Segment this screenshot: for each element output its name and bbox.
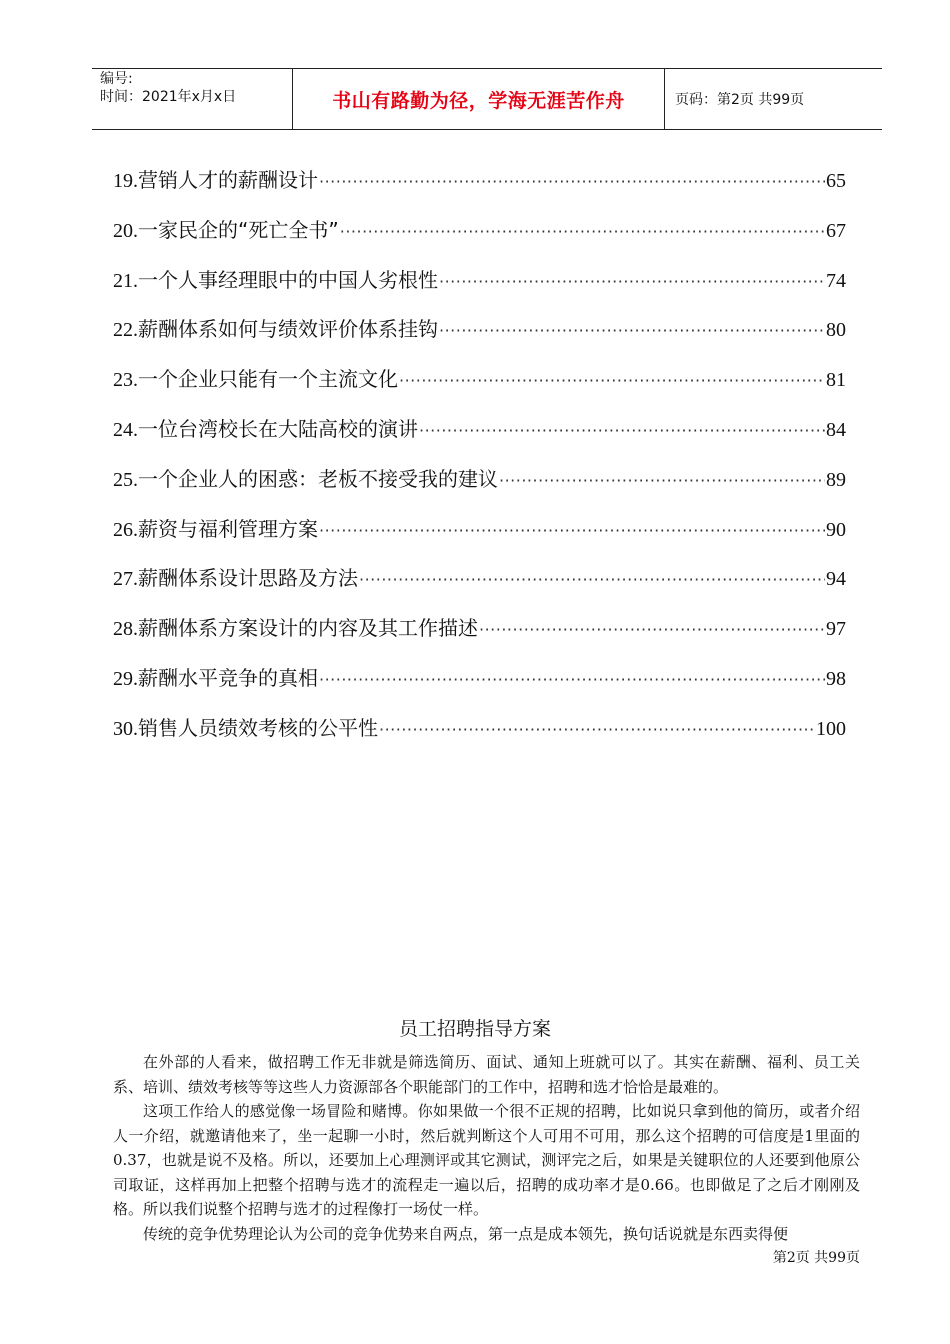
- toc-entry-page: 98: [826, 667, 846, 690]
- toc-entry-number: 25.: [113, 468, 138, 491]
- header-info-cell: [92, 69, 293, 129]
- article-body: [113, 1050, 860, 1246]
- toc-entry[interactable]: [113, 215, 846, 265]
- table-of-contents: [113, 165, 846, 763]
- toc-entry[interactable]: [113, 563, 846, 613]
- toc-dot-leader: [359, 565, 825, 595]
- toc-entry[interactable]: [113, 514, 846, 564]
- toc-entry-title: 一位台湾校长在大陆高校的演讲: [138, 416, 418, 441]
- toc-entry-title: 一个企业人的困惑：老板不接受我的建议: [138, 466, 498, 491]
- article-title: 员工招聘指导方案: [398, 1018, 551, 1040]
- page-footer: 第2页 共99页: [772, 1250, 860, 1266]
- toc-entry-title: 营销人才的薪酬设计: [138, 168, 318, 192]
- toc-dot-leader: [340, 217, 825, 247]
- toc-entry-number: 27.: [113, 568, 138, 591]
- header-page-code: 页码：第2页 共99页: [675, 92, 805, 108]
- toc-entry-title: 薪资与福利管理方案: [138, 516, 318, 541]
- toc-entry[interactable]: [113, 364, 846, 414]
- toc-entry-number: 28.: [113, 618, 138, 641]
- toc-entry-page: 67: [826, 219, 846, 242]
- toc-dot-leader: [479, 615, 825, 645]
- toc-entry-number: 26.: [113, 518, 138, 541]
- toc-entry-number: 19.: [113, 170, 138, 192]
- toc-entry-page: 65: [826, 170, 846, 192]
- toc-entry-title: 一个人事经理眼中的中国人劣根性: [138, 267, 438, 292]
- toc-entry-page: 84: [826, 418, 846, 441]
- document-time: 时间：2021年x月x日: [100, 89, 237, 105]
- toc-dot-leader: [439, 267, 825, 297]
- toc-entry-title: 一家民企的“死亡全书”: [138, 217, 339, 242]
- toc-entry-number: 20.: [113, 219, 138, 242]
- toc-dot-leader: [399, 366, 825, 396]
- toc-entry-page: 80: [826, 319, 846, 342]
- toc-dot-leader: [499, 466, 825, 496]
- toc-entry-number: 24.: [113, 418, 138, 441]
- toc-entry-number: 21.: [113, 269, 138, 292]
- toc-entry-title: 薪酬体系如何与绩效评价体系挂钩: [138, 317, 438, 342]
- toc-entry-number: 30.: [113, 717, 138, 740]
- toc-dot-leader: [379, 715, 815, 745]
- toc-entry-page: 81: [826, 369, 846, 392]
- toc-entry[interactable]: [113, 314, 846, 364]
- toc-entry[interactable]: [113, 464, 846, 514]
- page-header: [92, 68, 882, 130]
- toc-dot-leader: [319, 516, 825, 546]
- article-paragraph: 传统的竞争优势理论认为公司的竞争优势来自两点，第一点是成本领先，换句话说就是东西卖得便: [143, 1224, 789, 1243]
- toc-entry-number: 22.: [113, 319, 138, 342]
- toc-entry-title: 薪酬体系方案设计的内容及其工作描述: [138, 616, 478, 641]
- toc-entry[interactable]: [113, 265, 846, 315]
- toc-entry-title: 销售人员绩效考核的公平性: [138, 715, 378, 740]
- toc-entry-title: 薪酬水平竞争的真相: [138, 665, 318, 690]
- toc-entry[interactable]: [113, 713, 846, 763]
- document-number-label: 编号:: [100, 71, 133, 87]
- toc-entry-number: 29.: [113, 667, 138, 690]
- article-paragraph: 在外部的人看来，做招聘工作无非就是筛选简历、面试、通知上班就可以了。其实在薪酬、福利、员工关系、培训、绩效考核等等这些人力资源部各个职能部门的工作中，招聘和选才恰恰是最难的。: [113, 1053, 860, 1096]
- toc-entry-page: 100: [816, 717, 846, 740]
- toc-entry-title: 薪酬体系设计思路及方法: [138, 566, 358, 591]
- header-motto: 书山有路勤为径，学海无涯苦作舟: [332, 89, 625, 112]
- toc-entry-page: 90: [826, 518, 846, 541]
- toc-entry-page: 89: [826, 468, 846, 491]
- toc-dot-leader: [439, 316, 825, 346]
- toc-dot-leader: [319, 665, 825, 695]
- toc-entry[interactable]: [113, 165, 846, 215]
- toc-entry[interactable]: [113, 613, 846, 663]
- toc-entry-number: 23.: [113, 369, 138, 392]
- toc-entry-page: 74: [826, 269, 846, 292]
- toc-dot-leader: [319, 167, 825, 197]
- toc-entry-page: 94: [826, 568, 846, 591]
- toc-entry-title: 一个企业只能有一个主流文化: [138, 367, 398, 392]
- header-page-cell: [665, 69, 882, 129]
- toc-entry[interactable]: [113, 663, 846, 713]
- header-motto-cell: [293, 69, 665, 129]
- toc-dot-leader: [419, 416, 825, 446]
- article-paragraph: 这项工作给人的感觉像一场冒险和赌博。你如果做一个很不正规的招聘，比如说只拿到他的简历，或者介绍人一介绍，就邀请他来了，坐一起聊一小时，然后就判断这个人可用不可用，那么这个招聘的可信度是1里面的0.37，也就是说不及格。所以，还要加上心理测评或其它测试，测评完之后，如果是关键职位的人还要到他原公司取证，这样再加上把整个招聘与选才的流程走一遍以后，招聘的成功率才是0.66。也即做足了之后才刚刚及格。所以我们说整个招聘与选才的过程像打一场仗一样。: [113, 1102, 860, 1218]
- toc-entry-page: 97: [826, 618, 846, 641]
- toc-entry[interactable]: [113, 414, 846, 464]
